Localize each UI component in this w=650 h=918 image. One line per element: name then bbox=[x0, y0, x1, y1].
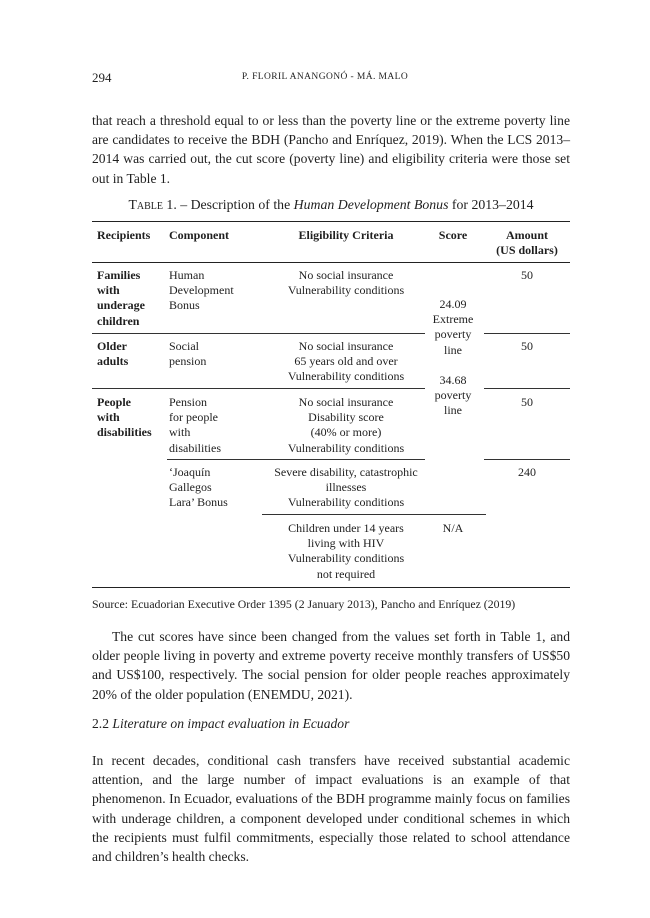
row1-rule-right bbox=[484, 333, 570, 334]
header-amount-line2: (US dollars) bbox=[496, 243, 558, 258]
row3-amount: 50 bbox=[521, 395, 533, 409]
row4-criteria bbox=[257, 465, 435, 511]
section-title: Literature on impact evaluation in Ecuador bbox=[112, 716, 350, 731]
section-heading bbox=[92, 716, 349, 732]
row2-criteria-line: 65 years old and over bbox=[294, 354, 398, 369]
row3-rule-right bbox=[484, 459, 570, 460]
caption-pre: – Description of the bbox=[176, 197, 294, 212]
row1-recipients-line: underage bbox=[97, 298, 145, 313]
row3-recipients-line: disabilities bbox=[97, 425, 152, 440]
caption-italic: Human Development Bonus bbox=[293, 197, 449, 212]
score-line: line bbox=[444, 403, 462, 418]
row1-recipients-line: children bbox=[97, 313, 140, 328]
table-caption bbox=[92, 197, 570, 213]
score-line: line bbox=[444, 342, 462, 357]
row5-criteria-line: not required bbox=[316, 566, 376, 581]
score-line: poverty bbox=[434, 388, 472, 403]
intro-paragraph: that reach a threshold equal to or less than the poverty line or the extreme poverty line are candidates to receive the BDH (Pancho and Enríquez, 2019). When the LCS 2013–2014 was carried out, the cut score (poverty line) and eligibility criteria were those set out in Table 1. bbox=[92, 113, 570, 186]
row5-criteria bbox=[257, 521, 435, 582]
row3-criteria-line: Disability score bbox=[308, 410, 384, 425]
row3-component-line: disabilities bbox=[169, 440, 221, 455]
row1-component-line: Development bbox=[169, 283, 234, 298]
row2-rule-right bbox=[484, 388, 570, 389]
header-amount-line1: Amount bbox=[505, 228, 548, 242]
row4-criteria-line: Severe disability, catastrophic bbox=[274, 465, 418, 479]
row4-component bbox=[169, 465, 228, 511]
row2-criteria bbox=[257, 339, 435, 385]
row3-recipients-line: People bbox=[97, 395, 131, 409]
row4-rule bbox=[262, 514, 486, 515]
row4-criteria-line: Vulnerability conditions bbox=[287, 495, 405, 510]
row3-criteria-line: Vulnerability conditions bbox=[287, 440, 405, 455]
score-line: Extreme bbox=[432, 312, 474, 327]
row2-criteria-line: No social insurance bbox=[298, 339, 394, 353]
row2-recipients bbox=[97, 339, 128, 369]
header-score: Score bbox=[438, 228, 468, 242]
row2-component-line: Social bbox=[169, 339, 199, 353]
header-recipients: Recipients bbox=[97, 228, 151, 242]
row2-component-line: pension bbox=[169, 354, 207, 369]
header-eligibility: Eligibility Criteria bbox=[298, 228, 394, 242]
paragraph-3: In recent decades, conditional cash transfers have received substantial academic attention, and the large number of impact evaluations is an example of that phenomenon. In Ecuador, evaluations of the BDH programme mainly focus on families with underage children, a component developed under conditional schemes in which the recipients must fulfil commitments, especially those related to school attendance and children’s health checks. bbox=[92, 753, 570, 865]
row2-amount: 50 bbox=[521, 339, 533, 353]
score-line: 34.68 bbox=[439, 372, 467, 387]
row1-criteria bbox=[257, 268, 435, 298]
row2-rule-left bbox=[92, 388, 425, 389]
section-number: 2.2 bbox=[92, 716, 109, 731]
row4-criteria-line: illnesses bbox=[325, 480, 367, 495]
row1-component bbox=[169, 268, 234, 314]
row3-component-line: with bbox=[169, 425, 191, 440]
row4-component-line: ‘Joaquín bbox=[169, 465, 211, 479]
row3-recipients bbox=[97, 395, 152, 441]
row1-component-line: Bonus bbox=[169, 298, 200, 313]
row2-recipients-line: adults bbox=[97, 354, 129, 369]
row5-score: N/A bbox=[442, 521, 464, 535]
page-number: 294 bbox=[92, 70, 112, 85]
row1-rule-left bbox=[92, 333, 425, 334]
caption-post: for 2013–2014 bbox=[448, 197, 534, 212]
row1-recipients bbox=[97, 268, 145, 329]
row2-recipients-line: Older bbox=[97, 339, 127, 353]
header-component: Component bbox=[169, 228, 230, 242]
row1-amount: 50 bbox=[521, 268, 533, 282]
row3-rule-left bbox=[167, 459, 425, 460]
row2-criteria-line: Vulnerability conditions bbox=[287, 369, 405, 384]
table-bottom-rule bbox=[92, 587, 570, 588]
row5-criteria-line: Children under 14 years bbox=[288, 521, 404, 535]
row4-component-line: Lara’ Bonus bbox=[169, 495, 228, 510]
row1-component-line: Human bbox=[169, 268, 205, 282]
row3-criteria-line: No social insurance bbox=[298, 395, 394, 409]
row3-component bbox=[169, 395, 221, 456]
row2-component bbox=[169, 339, 206, 369]
row1-recipients-line: with bbox=[97, 283, 120, 298]
score-line: 24.09 bbox=[439, 297, 467, 311]
row3-component-line: for people bbox=[169, 410, 218, 425]
table-top-rule bbox=[92, 221, 570, 222]
table-source: Source: Ecuadorian Executive Order 1395 (2 January 2013), Pancho and Enríquez (2019) bbox=[92, 597, 516, 611]
row4-amount: 240 bbox=[518, 465, 536, 479]
row3-recipients-line: with bbox=[97, 410, 120, 425]
row1-recipients-line: Families bbox=[97, 268, 141, 282]
row4-component-line: Gallegos bbox=[169, 480, 212, 495]
caption-label: Table 1. bbox=[128, 197, 177, 212]
header-amount bbox=[484, 228, 570, 258]
row3-component-line: Pension bbox=[169, 395, 208, 409]
paragraph-2: The cut scores have since been changed from the values set forth in Table 1, and older people living in poverty and extreme poverty receive monthly transfers of US$50 and US$100, respectively. The social pension for older people reaches approximately 20% of the older population (ENEMDU, 2021). bbox=[92, 629, 570, 702]
score-line: poverty bbox=[434, 327, 472, 342]
table-header-rule bbox=[92, 262, 570, 263]
row5-criteria-line: living with HIV bbox=[307, 536, 385, 551]
row3-criteria-line: (40% or more) bbox=[310, 425, 382, 440]
row1-criteria-line: Vulnerability conditions bbox=[287, 283, 405, 298]
row5-criteria-line: Vulnerability conditions bbox=[287, 551, 405, 566]
row1-criteria-line: No social insurance bbox=[298, 268, 394, 282]
row3-criteria bbox=[257, 395, 435, 456]
running-head: P. FLORIL ANANGONÓ - MÁ. MALO bbox=[241, 72, 409, 82]
